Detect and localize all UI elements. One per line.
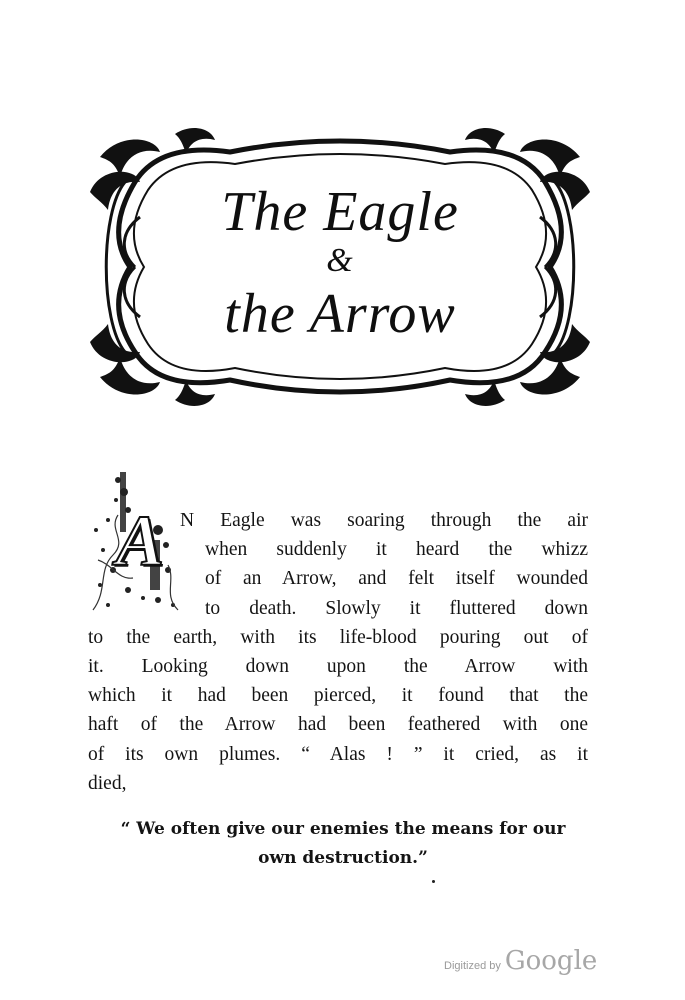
title-line-2: the Arrow xyxy=(224,283,456,345)
stray-mark xyxy=(432,880,435,883)
body-line: it. Looking down upon the Arrow with xyxy=(88,656,588,678)
moral-line-2: own destruction.” xyxy=(258,848,428,868)
digitized-watermark xyxy=(444,946,597,976)
body-line: haft of the Arrow had been feathered with one xyxy=(88,714,588,736)
body-line: which it had been pierced, it found that the xyxy=(88,685,588,707)
digitized-label: Digitized by xyxy=(444,960,501,972)
title-cartouche xyxy=(80,122,600,412)
body-line: of its own plumes. “ Alas ! ” it cried, as it xyxy=(88,743,588,765)
body-line: N Eagle was soaring through the air xyxy=(180,510,588,531)
fable-moral xyxy=(88,815,598,873)
drop-cap-letter: A xyxy=(116,501,165,581)
body-line: of an Arrow, and felt itself wounded xyxy=(205,568,588,590)
body-line: died, xyxy=(88,772,127,794)
body-line: when suddenly it heard the whizz xyxy=(205,539,588,561)
title-ampersand: & xyxy=(326,242,354,279)
google-logo: Google xyxy=(504,946,598,976)
body-line: to death. Slowly it fluttered down xyxy=(205,597,588,619)
moral-line-1: “ We often give our enemies the means for our xyxy=(120,819,566,839)
body-line: to the earth, with its life-blood pouring out of xyxy=(88,626,588,648)
title-line-1: The Eagle xyxy=(221,181,459,243)
fable-body xyxy=(88,506,588,798)
